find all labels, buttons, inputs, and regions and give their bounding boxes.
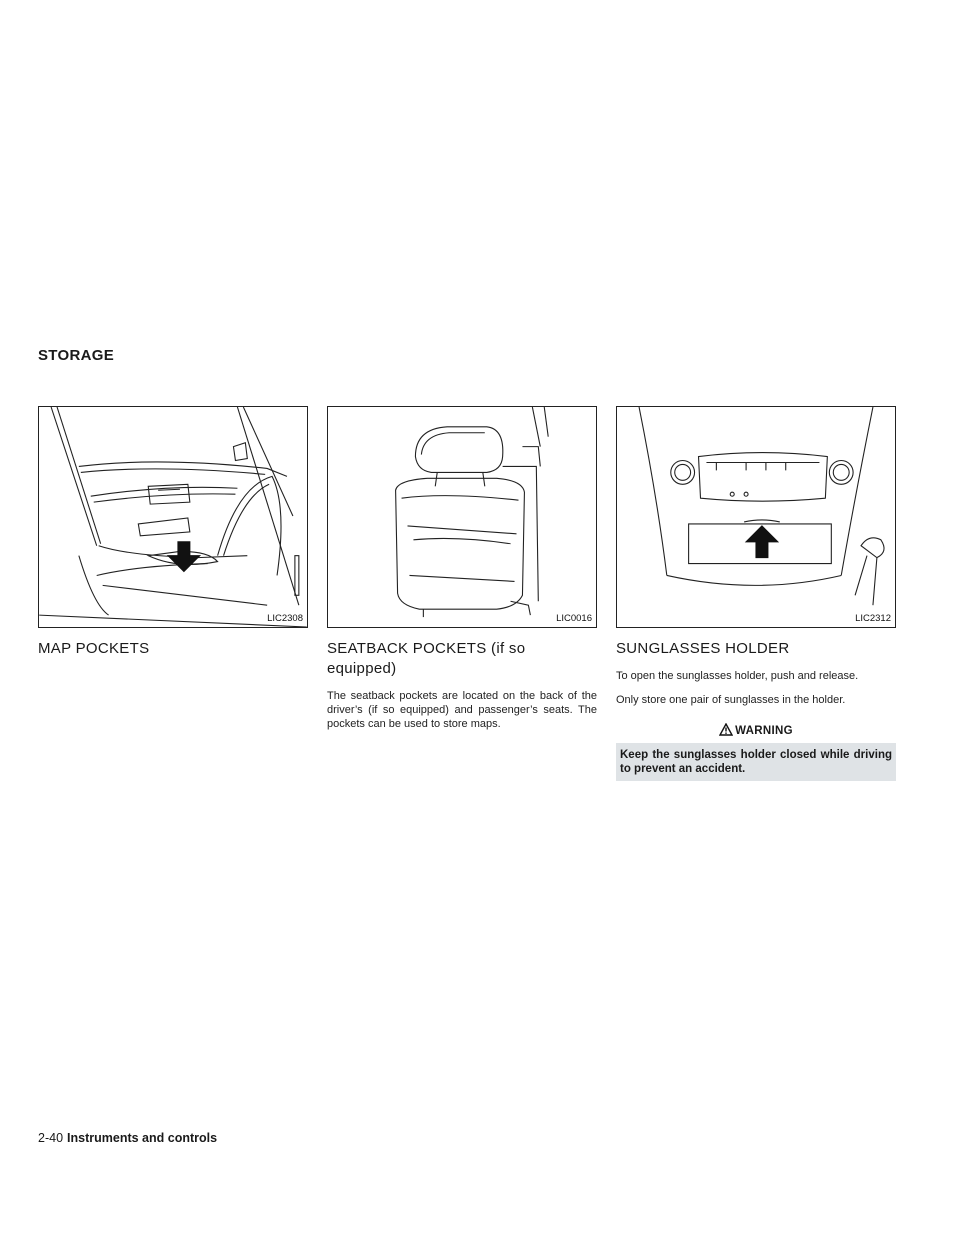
- figure-code: LIC0016: [556, 613, 592, 624]
- door-panel-illustration: [39, 407, 307, 627]
- warning-header: [616, 721, 896, 743]
- paragraph-sunglasses-open: To open the sunglasses holder, push and release.: [616, 670, 859, 682]
- figure-code: LIC2312: [855, 613, 891, 624]
- figure-map-pockets: [38, 406, 308, 628]
- heading-sunglasses-holder: SUNGLASSES HOLDER: [616, 640, 790, 657]
- heading-seatback-pockets: SEATBACK POCKETS (if so equipped): [327, 640, 526, 677]
- column-map-pockets: [38, 406, 308, 659]
- sunglasses-holder-illustration: [617, 407, 895, 627]
- column-seatback-pockets: [327, 406, 597, 731]
- figure-seatback-pockets: [327, 406, 597, 628]
- page-footer: [38, 1131, 217, 1145]
- warning-triangle-icon: [719, 723, 733, 739]
- paragraph-seatback-pockets: The seatback pockets are located on the back of the driver’s (if so equipped) and passenger’s seats. The pockets can be used to store maps.: [327, 690, 597, 730]
- seatback-illustration: [328, 407, 596, 627]
- heading-map-pockets: MAP POCKETS: [38, 640, 150, 657]
- footer-section: Instruments and controls: [67, 1131, 218, 1145]
- figure-code: LIC2308: [267, 613, 303, 624]
- warning-box: [616, 721, 896, 781]
- section-title: STORAGE: [38, 347, 115, 364]
- column-sunglasses-holder: [616, 406, 896, 781]
- warning-text: Keep the sunglasses holder closed while driving to prevent an accident.: [620, 749, 892, 775]
- page-number: 2-40: [38, 1131, 64, 1145]
- paragraph-sunglasses-store: Only store one pair of sunglasses in the holder.: [616, 694, 846, 706]
- warning-label: WARNING: [735, 725, 793, 737]
- figure-sunglasses-holder: [616, 406, 896, 628]
